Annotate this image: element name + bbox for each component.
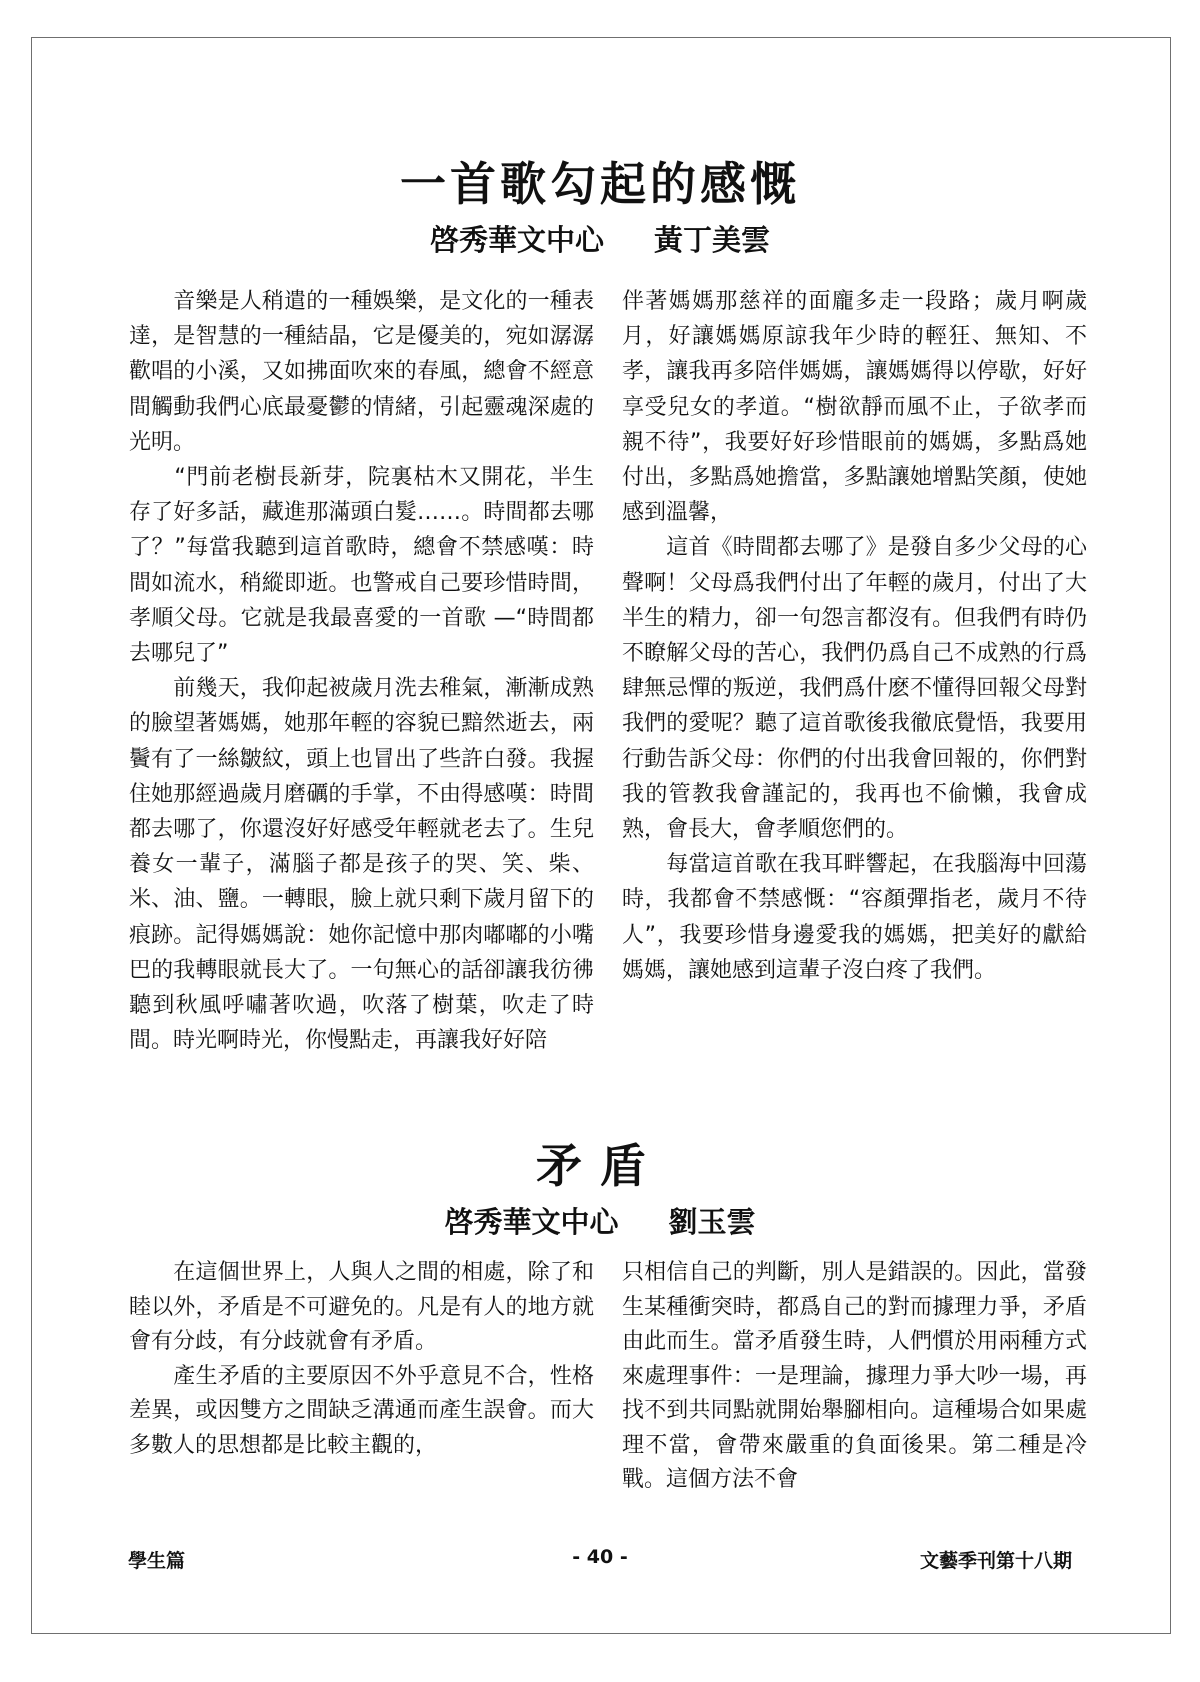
paragraph: 只相信自己的判斷，別人是錯誤的。因此，當發生某種衝突時，都爲自己的對而據理力爭，矛盾由此而生。當矛盾發生時，人們慣於用兩種方式來處理事件：一是理論，據理力爭大吵一場，再找不到共同點就開始舉腳相向。這種場合如果處理不當，會帶來嚴重的負面後果。第二種是冷戰。這個方法不會 — [622, 1260, 1087, 1492]
article-2-right-column — [622, 1256, 1087, 1498]
article-2-byline — [0, 1200, 1200, 1241]
article-1-title: 一首歌勾起的感慨 — [400, 157, 800, 211]
article-1-author: 黃丁美雲 — [654, 223, 771, 257]
article-2-author: 劉玉雲 — [668, 1205, 756, 1239]
paragraph: 伴著媽媽那慈祥的面龐多走一段路；歲月啊歲月，好讓媽媽原諒我年少時的輕狂、無知、不孝，讓我再多陪伴媽媽，讓媽媽得以停歇，好好享受兒女的孝道。“樹欲靜而風不止，子欲孝而親不待”，我要好好珍惜眼前的媽媽，多點爲她付出，多點爲她擔當，多點讓她增點笑顏，使她感到溫馨， — [622, 289, 1087, 526]
paragraph: 產生矛盾的主要原因不外乎意見不合，性格差異，或因雙方之間缺乏溝通而產生誤會。而大多數人的思想都是比較主觀的， — [129, 1363, 594, 1458]
article-2-center: 啓秀華文中心 — [444, 1205, 619, 1239]
article-1-center: 啓秀華文中心 — [429, 223, 604, 257]
article-1-byline — [0, 218, 1200, 259]
paragraph: 在這個世界上，人與人之間的相處，除了和睦以外，矛盾是不可避免的。凡是有人的地方就會有分歧，有分歧就會有矛盾。 — [129, 1260, 594, 1354]
footer-section-label: 學生篇 — [128, 1550, 186, 1572]
footer-page-number: - 40 - — [572, 1546, 628, 1568]
article-1-left-column — [129, 284, 594, 1058]
paragraph: 這首《時間都去哪了》是發自多少父母的心聲啊！父母爲我們付出了年輕的歲月，付出了大半生的精力，卻一句怨言都沒有。但我們有時仍不瞭解父母的苦心，我們仍爲自己不成熟的行爲肆無忌憚的叛逆，我們爲什麽不懂得回報父母對我們的愛呢？聽了這首歌後我徹底覺悟，我要用行動告訴父母：你們的付出我會回報的，你們對我的管教我會謹記的，我再也不偷懶，我會成熟，會長大，會孝順您們的。 — [622, 535, 1087, 843]
article-1-right-column — [622, 284, 1087, 988]
paragraph: 每當這首歌在我耳畔響起，在我腦海中回蕩時，我都會不禁感慨：“容顏彈指老，歲月不待人”，我要珍惜身邊愛我的媽媽，把美好的獻給媽媽，讓她感到這輩子沒白疼了我們。 — [622, 852, 1087, 983]
article-2-title: 矛盾 — [536, 1139, 664, 1193]
paragraph: 音樂是人稍遣的一種娛樂，是文化的一種表達，是智慧的一種結晶，它是優美的，宛如潺潺歡唱的小溪，又如拂面吹來的春風，總會不經意間觸動我們心底最憂鬱的情緒，引起靈魂深處的光明。 — [129, 289, 594, 455]
article-2-left-column — [129, 1256, 594, 1463]
paragraph: “門前老樹長新芽，院裏枯木又開花，半生存了好多話，藏進那滿頭白髮……。時間都去哪了？”每當我聽到這首歌時，總會不禁感嘆：時間如流水，稍縱即逝。也警戒自己要珍惜時間，孝順父母。它就是我最喜愛的一首歌 —“時間都去哪兒了” — [129, 465, 594, 667]
footer-publication: 文藝季刊第十八期 — [919, 1550, 1072, 1572]
paragraph: 前幾天，我仰起被歲月洗去稚氣，漸漸成熟的臉望著媽媽，她那年輕的容貌已黯然逝去，兩鬢有了一絲皺紋，頭上也冒出了些許白發。我握住她那經過歲月磨礪的手掌，不由得感嘆：時間都去哪了，你還沒好好感受年輕就老去了。生兒養女一輩子，滿腦子都是孩子的哭、笑、柴、米、油、鹽。一轉眼，臉上就只剩下歲月留下的痕跡。記得媽媽說：她你記憶中那肉嘟嘟的小嘴巴的我轉眼就長大了。一句無心的話卻讓我彷彿聽到秋風呼嘯著吹過，吹落了樹葉，吹走了時間。時光啊時光，你慢點走，再讓我好好陪 — [129, 676, 594, 1054]
